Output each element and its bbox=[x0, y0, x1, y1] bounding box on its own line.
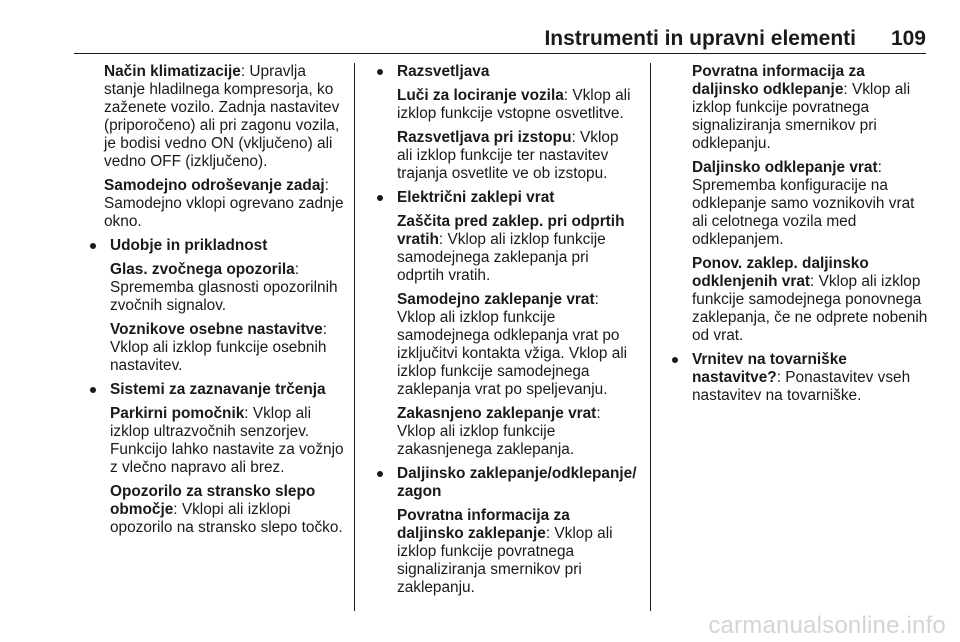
column-left bbox=[86, 63, 344, 543]
entry-exit-lighting bbox=[373, 129, 638, 183]
entry-term: Zaščita pred zaklep. pri odprtih vratih bbox=[397, 213, 625, 248]
entry-remote-unlock-feedback bbox=[668, 63, 930, 153]
entry-term: Opozorilo za stransko slepo območje bbox=[110, 483, 316, 518]
entry-term: Samodejno odroševanje zadaj bbox=[104, 177, 325, 194]
entry-term: Luči za lociranje vozila bbox=[397, 87, 564, 104]
entry-relock-remote-unlocked bbox=[668, 255, 930, 345]
entry-description: : Vklop ali izklop funkcije samodejnega ponovnega zaklepanja, če ne odprete nobenih od vrat. bbox=[692, 273, 928, 344]
entry-description: : Vklopi ali izklopi opozorilo na stransko slepo točko. bbox=[110, 501, 343, 536]
column-middle bbox=[373, 63, 638, 603]
entry-term: Razsvetljava pri izstopu bbox=[397, 129, 572, 146]
entry-remote-door-unlock bbox=[668, 159, 930, 249]
entry-term: Vrnitev na tovarniške nastavitve? bbox=[692, 351, 847, 386]
entry-description: : Vklop ali izklop funkcije samodejnega zaklepanja pri odprtih vratih. bbox=[397, 231, 606, 284]
entry-term: Voznikove osebne nastavitve bbox=[110, 321, 323, 338]
entry-term: Daljinsko odklepanje vrat bbox=[692, 159, 878, 176]
entry-chime-volume bbox=[86, 261, 344, 315]
entry-delayed-door-lock bbox=[373, 405, 638, 459]
page-header bbox=[74, 27, 926, 53]
entry-restore-factory-settings bbox=[668, 351, 930, 405]
entry-term: Povratna informacija za daljinsko zaklepanje bbox=[397, 507, 570, 542]
column-right bbox=[668, 63, 930, 411]
entry-description: : Vklop ali izklop funkcije osebnih nastavitev. bbox=[110, 321, 327, 374]
entry-description: : Samodejno vklopi ogrevano zadnje okno. bbox=[104, 177, 344, 230]
section-heading-lighting: Razsvetljava bbox=[373, 63, 638, 81]
entry-description: : Sprememba konfiguracije na odklepanje samo voznikovih vrat ali celotnega vozila med odklepanjem. bbox=[692, 159, 915, 248]
column-divider bbox=[650, 63, 651, 611]
entry-term: Zakasnjeno zaklepanje vrat bbox=[397, 405, 597, 422]
entry-term: Način klimatizacije bbox=[104, 63, 241, 80]
entry-park-assist bbox=[86, 405, 344, 477]
entry-term: Parkirni pomočnik bbox=[110, 405, 245, 422]
section-heading-power-locks: Električni zaklepi vrat bbox=[373, 189, 638, 207]
entry-open-door-anti-lockout bbox=[373, 213, 638, 285]
entry-description: : Vklop ali izklop funkcije samodejnega odklepanja vrat po izključitvi kontakta vžiga. Vklop ali izklop funkcije samodejnega zaklepanja vrat po speljevanju. bbox=[397, 291, 628, 398]
column-divider bbox=[354, 63, 355, 611]
entry-air-conditioning-mode bbox=[86, 63, 344, 171]
entry-term: Ponov. zaklep. daljinsko odklenjenih vrat bbox=[692, 255, 869, 290]
entry-description: : Sprememba glasnosti opozorilnih zvočnih signalov. bbox=[110, 261, 338, 314]
entry-auto-door-lock bbox=[373, 291, 638, 399]
header-rule bbox=[74, 53, 926, 54]
entry-description: : Vklop ali izklop funkcije vstopne osvetlitve. bbox=[397, 87, 631, 122]
entry-side-blind-zone bbox=[86, 483, 344, 537]
entry-description: : Vklop ali izklop funkcije zakasnjenega zaklepanja. bbox=[397, 405, 601, 458]
page-title: Instrumenti in upravni elementi bbox=[544, 27, 856, 50]
entry-description: : Vklop ali izklop ultrazvočnih senzorjev. Funkcijo lahko nastavite za vožnjo z vlečno napravo ali brez. bbox=[110, 405, 344, 476]
page-number: 109 bbox=[890, 27, 926, 50]
entry-term: Povratna informacija za daljinsko odklepanje bbox=[692, 63, 865, 98]
entry-driver-personal-settings bbox=[86, 321, 344, 375]
section-heading-comfort: Udobje in prikladnost bbox=[86, 237, 344, 255]
section-heading-collision: Sistemi za zaznavanje trčenja bbox=[86, 381, 344, 399]
entry-auto-rear-defog bbox=[86, 177, 344, 231]
entry-remote-lock-feedback bbox=[373, 507, 638, 597]
entry-vehicle-locator-lights bbox=[373, 87, 638, 123]
entry-description: : Vklop ali izklop funkcije povratnega signaliziranja smernikov pri odklepanju. bbox=[692, 81, 911, 152]
watermark: carmanualsonline.info bbox=[708, 612, 946, 639]
entry-description: : Upravlja stanje hladilnega kompresorja, ko zaženete vozilo. Zadnja nastavitev (priporočeno) ali pri zagonu vozila, je bodisi vedno ON (vključeno) ali vedno OFF (izključeno). bbox=[104, 63, 340, 170]
entry-description: : Ponastavitev vseh nastavitev na tovarniške. bbox=[692, 369, 911, 404]
entry-description: : Vklop ali izklop funkcije povratnega signaliziranja smernikov pri zaklepanju. bbox=[397, 525, 613, 596]
entry-term: Glas. zvočnega opozorila bbox=[110, 261, 295, 278]
entry-description: : Vklop ali izklop funkcije ter nastavitev trajanja osvetlite ve ob izstopu. bbox=[397, 129, 619, 182]
section-heading-remote: Daljinsko zaklepanje/odklepanje/ zagon bbox=[373, 465, 638, 501]
entry-term: Samodejno zaklepanje vrat bbox=[397, 291, 595, 308]
